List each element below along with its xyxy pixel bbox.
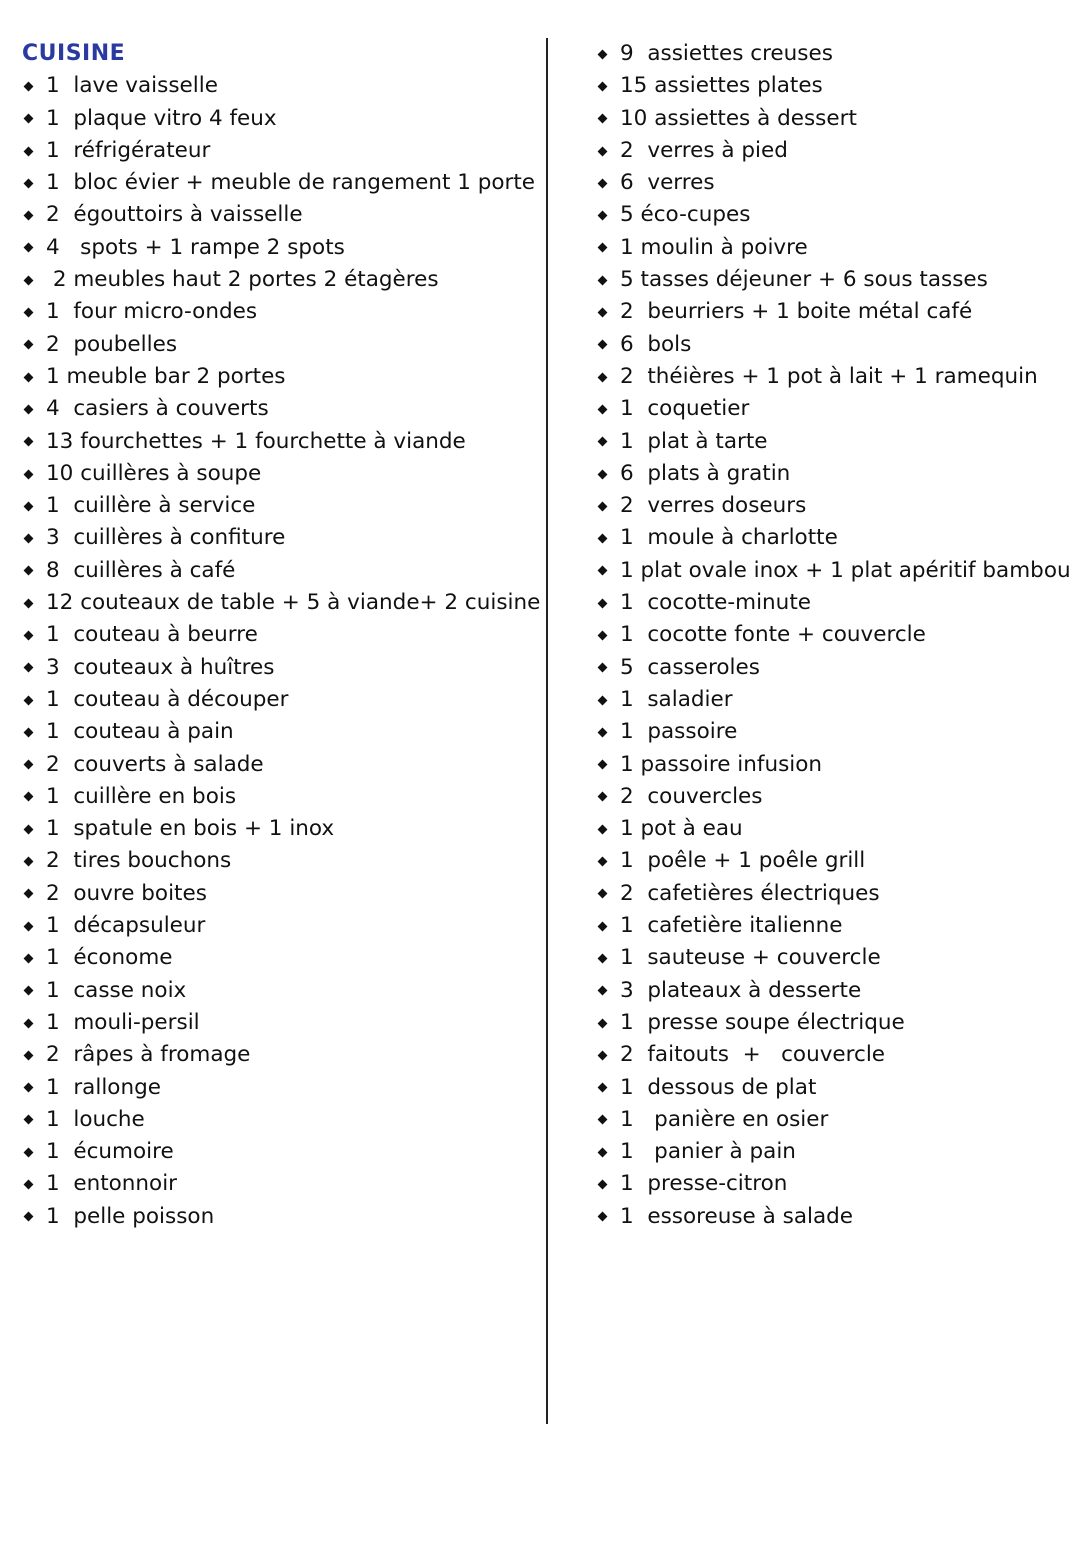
item-label: 1 cuillère en bois [46,783,237,809]
list-item [596,103,1076,135]
diamond-bullet-icon [24,631,34,641]
list-item [596,1168,1076,1200]
diamond-bullet-icon [24,598,34,608]
item-label: 1 moule à charlotte [620,525,838,551]
diamond-bullet-icon [598,598,608,608]
item-label: 6 plats à gratin [620,460,791,486]
list-item [22,813,532,845]
diamond-bullet-icon [24,921,34,931]
list-item [22,1039,532,1071]
item-label: 6 verres [620,170,715,196]
item-label: 1 poêle + 1 poêle grill [620,848,866,874]
list-item [22,70,532,102]
list-item [596,522,1076,554]
diamond-bullet-icon [24,404,34,414]
item-label: 1 plat à tarte [620,428,768,454]
item-label: 1 louche [46,1106,145,1132]
diamond-bullet-icon [598,178,608,188]
diamond-bullet-icon [24,1115,34,1125]
item-label: 1 plat ovale inox + 1 plat apéritif bambou [620,557,1071,583]
item-label: 1 dessous de plat [620,1074,817,1100]
list-item [596,329,1076,361]
item-label: 2 faitouts + couvercle [620,1042,886,1068]
left-item-list [22,70,541,1233]
list-item [22,1136,532,1168]
item-label: 2 théières + 1 pot à lait + 1 ramequin [620,363,1038,389]
item-label: 1 meuble bar 2 portes [46,363,286,389]
diamond-bullet-icon [24,566,34,576]
list-item [596,619,1076,651]
diamond-bullet-icon [24,1083,34,1093]
diamond-bullet-icon [24,1180,34,1190]
item-label: 2 verres à pied [620,137,788,163]
diamond-bullet-icon [24,954,34,964]
item-label: 8 cuillères à café [46,557,236,583]
list-item [22,522,532,554]
diamond-bullet-icon [598,889,608,899]
item-label: 1 sauteuse + couvercle [620,945,881,971]
list-item [22,619,532,651]
diamond-bullet-icon [24,663,34,673]
diamond-bullet-icon [598,566,608,576]
diamond-bullet-icon [598,340,608,350]
list-item [596,264,1076,296]
list-item [22,1104,532,1136]
diamond-bullet-icon [598,695,608,705]
item-label: 1 saladier [620,686,733,712]
list-item [22,199,532,231]
diamond-bullet-icon [24,986,34,996]
diamond-bullet-icon [24,1212,34,1222]
diamond-bullet-icon [24,857,34,867]
list-item [22,393,532,425]
list-item [22,910,532,942]
diamond-bullet-icon [24,889,34,899]
item-label: 9 assiettes creuses [620,41,833,66]
column-divider [546,38,548,1424]
diamond-bullet-icon [598,1050,608,1060]
item-label: 2 tires bouchons [46,848,232,874]
list-item [596,167,1076,199]
list-item [22,555,532,587]
diamond-bullet-icon [24,275,34,285]
diamond-bullet-icon [24,534,34,544]
diamond-bullet-icon [598,824,608,834]
item-label: 1 cuillère à service [46,493,256,519]
item-label: 1 bloc évier + meuble de rangement 1 porte [46,170,536,196]
diamond-bullet-icon [598,631,608,641]
item-label: 2 ouvre boites [46,880,207,906]
list-item [22,942,532,974]
list-item [596,393,1076,425]
list-item [22,103,532,135]
diamond-bullet-icon [24,469,34,479]
diamond-bullet-icon [24,81,34,91]
item-label: 3 couteaux à huîtres [46,654,275,680]
list-item [22,296,532,328]
list-item [22,1168,532,1200]
list-item [596,813,1076,845]
list-item [596,910,1076,942]
item-label: 1 spatule en bois + 1 inox [46,816,335,842]
left-column [22,38,541,1233]
list-item [596,555,1076,587]
item-label: 1 passoire infusion [620,751,823,777]
diamond-bullet-icon [24,1050,34,1060]
item-label: 15 assiettes plates [620,73,823,99]
list-item [596,199,1076,231]
diamond-bullet-icon [24,372,34,382]
diamond-bullet-icon [598,986,608,996]
diamond-bullet-icon [598,1147,608,1157]
item-label: 1 four micro-ondes [46,299,258,325]
diamond-bullet-icon [24,437,34,447]
list-item [596,878,1076,910]
diamond-bullet-icon [598,211,608,221]
list-item [596,942,1076,974]
diamond-bullet-icon [598,243,608,253]
list-item [22,878,532,910]
item-label: 13 fourchettes + 1 fourchette à viande [46,428,466,454]
list-item [22,781,532,813]
list-item [596,70,1076,102]
list-item [596,1136,1076,1168]
item-label: 3 plateaux à desserte [620,977,862,1003]
diamond-bullet-icon [24,178,34,188]
diamond-bullet-icon [598,1212,608,1222]
item-label: 2 couverts à salade [46,751,264,777]
list-item [596,1072,1076,1104]
item-label: 1 presse soupe électrique [620,1009,905,1035]
item-label: 2 râpes à fromage [46,1042,251,1068]
diamond-bullet-icon [598,1180,608,1190]
item-label: 1 cafetière italienne [620,913,843,939]
list-item [22,490,532,522]
item-label: 1 moulin à poivre [620,234,808,260]
diamond-bullet-icon [24,146,34,156]
section-title: CUISINE [22,41,126,66]
item-label: 6 bols [620,331,692,357]
item-label: 3 cuillères à confiture [46,525,286,551]
list-item [22,652,532,684]
list-item [22,1072,532,1104]
list-item [22,361,532,393]
item-label: 1 panière en osier [620,1106,829,1132]
diamond-bullet-icon [598,663,608,673]
item-label: 2 égouttoirs à vaisselle [46,202,303,228]
item-label: 1 économe [46,945,173,971]
item-label: 1 pot à eau [620,816,743,842]
item-label: 1 mouli-persil [46,1009,200,1035]
list-item [596,458,1076,490]
list-item [596,1007,1076,1039]
diamond-bullet-icon [598,501,608,511]
item-label: 1 cocotte fonte + couvercle [620,622,926,648]
item-label: 1 entonnoir [46,1171,178,1197]
diamond-bullet-icon [598,469,608,479]
item-label: 1 presse-citron [620,1171,788,1197]
diamond-bullet-icon [598,1115,608,1125]
list-item [596,587,1076,619]
list-item [22,329,532,361]
list-item [596,845,1076,877]
diamond-bullet-icon [598,146,608,156]
item-label: 1 cocotte-minute [620,590,811,616]
diamond-bullet-icon [598,1018,608,1028]
item-label: 2 verres doseurs [620,493,807,519]
item-label: 1 essoreuse à salade [620,1203,854,1229]
item-label: 2 meubles haut 2 portes 2 étagères [46,267,439,293]
diamond-bullet-icon [24,501,34,511]
list-item [22,264,532,296]
item-label: 5 casseroles [620,654,760,680]
diamond-bullet-icon [24,1147,34,1157]
item-label: 1 casse noix [46,977,187,1003]
list-item [22,426,532,458]
list-item [596,38,1076,70]
item-label: 1 coquetier [620,396,750,422]
list-item [596,135,1076,167]
list-item [22,232,532,264]
item-label: 4 spots + 1 rampe 2 spots [46,234,345,260]
diamond-bullet-icon [24,792,34,802]
diamond-bullet-icon [598,437,608,447]
list-item [596,716,1076,748]
item-label: 1 décapsuleur [46,913,206,939]
list-item [22,587,541,619]
list-item [596,361,1076,393]
list-item [596,749,1076,781]
list-item [596,975,1076,1007]
item-label: 1 panier à pain [620,1139,796,1165]
diamond-bullet-icon [24,340,34,350]
item-label: 12 couteaux de table + 5 à viande+ 2 cuisine [46,590,541,616]
diamond-bullet-icon [598,114,608,124]
item-label: 1 rallonge [46,1074,161,1100]
item-label: 2 beurriers + 1 boite métal café [620,299,973,325]
diamond-bullet-icon [598,308,608,318]
list-item [596,232,1076,264]
diamond-bullet-icon [24,1018,34,1028]
list-item [22,716,532,748]
diamond-bullet-icon [24,211,34,221]
item-label: 10 cuillères à soupe [46,460,262,486]
list-item [596,426,1076,458]
diamond-bullet-icon [598,49,608,59]
list-item [22,458,532,490]
item-label: 2 poubelles [46,331,178,357]
list-item [596,490,1076,522]
list-item [596,1201,1076,1233]
item-label: 1 passoire [620,719,738,745]
list-item [22,167,536,199]
diamond-bullet-icon [598,857,608,867]
diamond-bullet-icon [598,534,608,544]
list-item [596,781,1076,813]
diamond-bullet-icon [598,81,608,91]
item-label: 1 plaque vitro 4 feux [46,105,277,131]
item-label: 1 lave vaisselle [46,73,218,99]
right-column [596,38,1076,1233]
list-item [596,652,1076,684]
item-label: 1 réfrigérateur [46,137,211,163]
list-item [22,845,532,877]
diamond-bullet-icon [24,760,34,770]
diamond-bullet-icon [24,824,34,834]
list-item [22,749,532,781]
list-item [22,1007,532,1039]
right-item-list [596,38,1076,1233]
item-label: 1 couteau à pain [46,719,234,745]
item-label: 2 couvercles [620,783,763,809]
list-item [22,135,532,167]
item-label: 2 cafetières électriques [620,880,880,906]
list-item [596,1104,1076,1136]
item-label: 1 écumoire [46,1139,174,1165]
diamond-bullet-icon [24,243,34,253]
diamond-bullet-icon [598,275,608,285]
diamond-bullet-icon [598,921,608,931]
diamond-bullet-icon [598,792,608,802]
item-label: 1 couteau à beurre [46,622,258,648]
diamond-bullet-icon [598,1083,608,1093]
diamond-bullet-icon [598,727,608,737]
diamond-bullet-icon [24,308,34,318]
item-label: 4 casiers à couverts [46,396,269,422]
diamond-bullet-icon [598,760,608,770]
list-item [596,1039,1076,1071]
list-item [22,975,532,1007]
diamond-bullet-icon [598,404,608,414]
item-label: 1 couteau à découper [46,686,289,712]
diamond-bullet-icon [598,954,608,964]
item-label: 10 assiettes à dessert [620,105,857,131]
item-label: 1 pelle poisson [46,1203,215,1229]
diamond-bullet-icon [24,727,34,737]
diamond-bullet-icon [24,695,34,705]
list-item [22,1201,532,1233]
diamond-bullet-icon [24,114,34,124]
diamond-bullet-icon [598,372,608,382]
item-label: 5 tasses déjeuner + 6 sous tasses [620,267,988,293]
list-item [596,296,1076,328]
list-item [22,684,532,716]
item-label: 5 éco-cupes [620,202,751,228]
list-item [596,684,1076,716]
